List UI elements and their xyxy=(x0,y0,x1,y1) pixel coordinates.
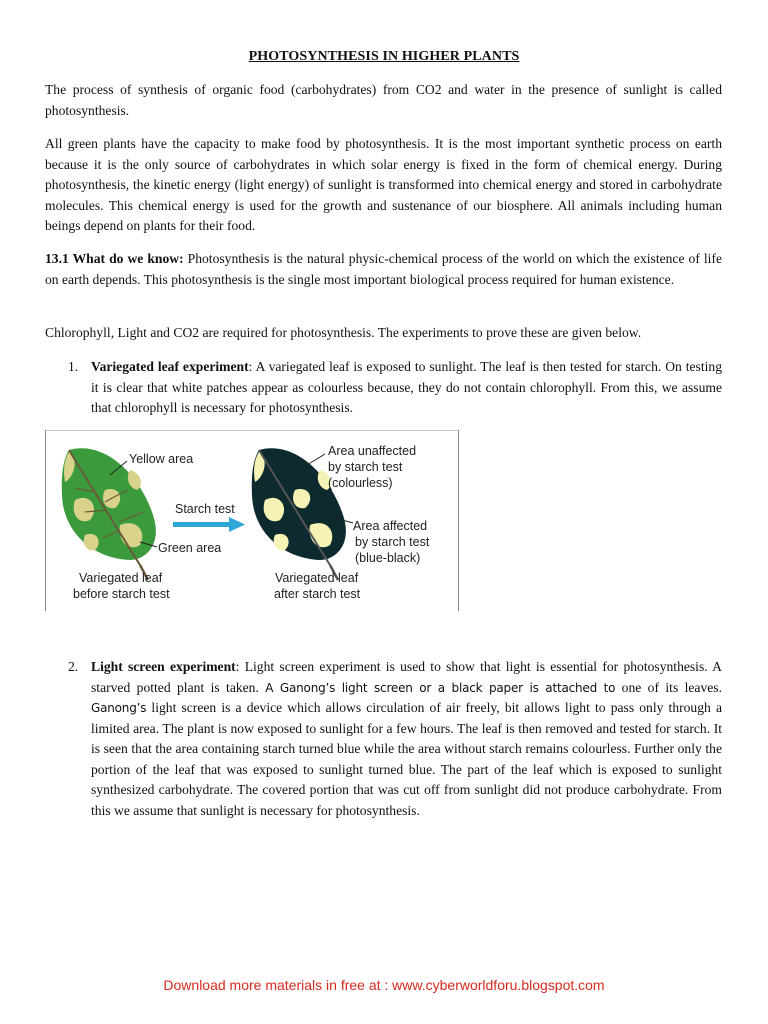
leaf-before-icon xyxy=(62,448,156,580)
label-starch-test: Starch test xyxy=(175,502,235,516)
experiment-2-name: Light screen experiment xyxy=(91,659,236,674)
page-title: PHOTOSYNTHESIS IN HIGHER PLANTS xyxy=(248,49,520,64)
section-heading: 13.1 What do we know: xyxy=(45,251,184,266)
caption-after-1: Variegated leaf xyxy=(275,571,359,585)
label-unaffected-1: Area unaffected xyxy=(328,444,417,458)
experiment-2-body-c: one of its leaves. xyxy=(615,679,722,695)
caption-before-2: before starch test xyxy=(73,587,170,601)
download-footer-link[interactable]: Download more materials in free at : www.cyberworldforu.blogspot.com xyxy=(163,977,605,993)
experiment-1-number: 1. xyxy=(68,359,79,374)
label-affected-1: Area affected xyxy=(353,519,428,533)
experiment-2-body-b: A Ganong’s light screen or a black paper is attached to xyxy=(265,680,616,695)
intro-paragraph: The process of synthesis of organic food (carbohydrates) from CO2 and water in the presence of sunlight is called photosynthesis. xyxy=(45,82,722,118)
label-affected-3: (blue-black) xyxy=(355,551,421,565)
overview-paragraph: All green plants have the capacity to make food by photosynthesis. It is the most important synthetic process on earth because it is the only source of carbohydrates in which solar energy is fixed in the form of chemical energy. During photosynthesis, the kinetic energy (light energy) of sunlight is transformed into chemical energy and stored in carbohydrate molecules. This chemical energy is used for the growth and sustenance of our biosphere. All animals including human beings depend on plants for their food. xyxy=(45,136,722,233)
experiment-2-number: 2. xyxy=(68,659,79,674)
caption-before-1: Variegated leaf xyxy=(79,571,163,585)
starch-test-arrow-icon xyxy=(173,517,245,532)
section-text: Photosynthesis is the natural physic-chemical process of the world on which the existence of life on earth depends. This photosynthesis is the single most important biological process required for human existence. xyxy=(45,251,722,287)
variegated-leaf-figure xyxy=(45,430,459,611)
experiment-2-body-e: light screen is a device which allows circulation of air freely, bit allows light to pass only through a limited area. The plant is now exposed to sunlight for a few hours. The leaf is then removed and tested for starch. It is seen that the area containing starch turned blue while the area without starch remains colourless. Further only the portion of the leaf that was exposed to sunlight turned blue. The part of the leaf which is exposed to sunlight synthesized carbohydrate. The covered portion that was cut off from sunlight did not produce carbohydrate. From this we assume that sunlight is necessary for photosynthesis. xyxy=(91,700,722,818)
experiment-2-text xyxy=(91,657,722,821)
requirements-paragraph: Chlorophyll, Light and CO2 are required for photosynthesis. The experiments to prove these are given below. xyxy=(45,325,642,340)
experiment-1-body: : A variegated leaf is exposed to sunlight. The leaf is then tested for starch. On testing it is clear that white patches appear as colourless because, they do not contain chlorophyll. From this, we assume that chlorophyll is necessary for photosynthesis. xyxy=(91,359,722,415)
label-green-area: Green area xyxy=(158,541,222,555)
experiment-2-body-d: Ganong’s xyxy=(91,701,147,715)
section-paragraph xyxy=(45,249,722,290)
experiment-1-name: Variegated leaf experiment xyxy=(91,359,249,374)
experiment-1-text xyxy=(91,357,722,419)
label-affected-2: by starch test xyxy=(355,535,430,549)
label-yellow-area: Yellow area xyxy=(129,452,194,466)
experiment-2-body-a: : Light screen experiment is used to show that light is essential for photosynthesis. A starved potted plant is taken. xyxy=(91,659,722,695)
label-unaffected-3: (colourless) xyxy=(328,476,393,490)
caption-after-2: after starch test xyxy=(274,587,361,601)
label-unaffected-2: by starch test xyxy=(328,460,403,474)
